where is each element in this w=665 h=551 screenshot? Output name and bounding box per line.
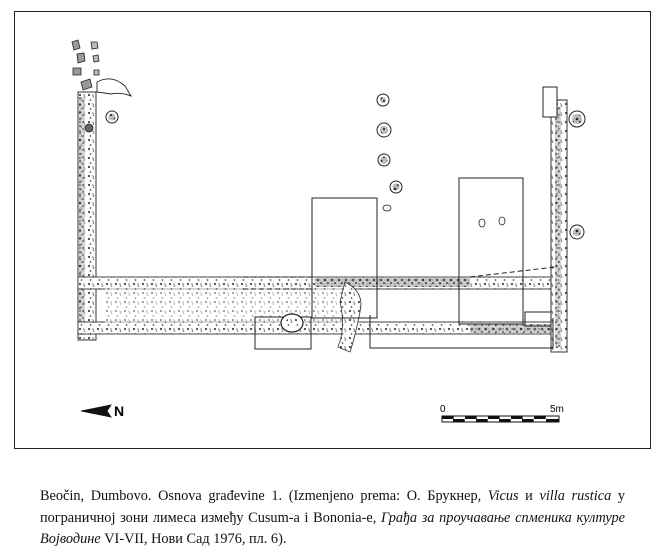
caption-italic-vicus: Vicus <box>487 488 519 504</box>
scale-bar-end-label: 5m <box>550 404 564 415</box>
caption-text: у пограничној зони лимеса између Cusum-a і Bononia-e, <box>40 488 625 526</box>
caption-text: и <box>518 488 540 504</box>
scale-bar-start-label: 0 <box>440 404 446 415</box>
caption-italic-villa-rustica: villa rustica <box>539 488 612 504</box>
site-plan-drawing <box>15 12 652 450</box>
north-arrow <box>81 403 124 419</box>
figure-frame <box>14 11 651 449</box>
caption-text: Beočin, Dumbovo. Osnova građevine 1. (Izmenjeno prema: О. Брукнер, <box>40 488 488 504</box>
scale-bar <box>440 404 564 422</box>
caption-text: VI-VII, Нови Сад 1976, пл. 6). <box>100 531 287 547</box>
figure-caption <box>40 486 625 551</box>
south-wall <box>78 277 555 352</box>
round-feature <box>281 314 303 332</box>
north-arrow-label: N <box>114 403 125 419</box>
caption-italic-journal-title: Грађа за проучавање спменика културе Војводине <box>40 509 625 547</box>
post-holes <box>377 94 505 227</box>
